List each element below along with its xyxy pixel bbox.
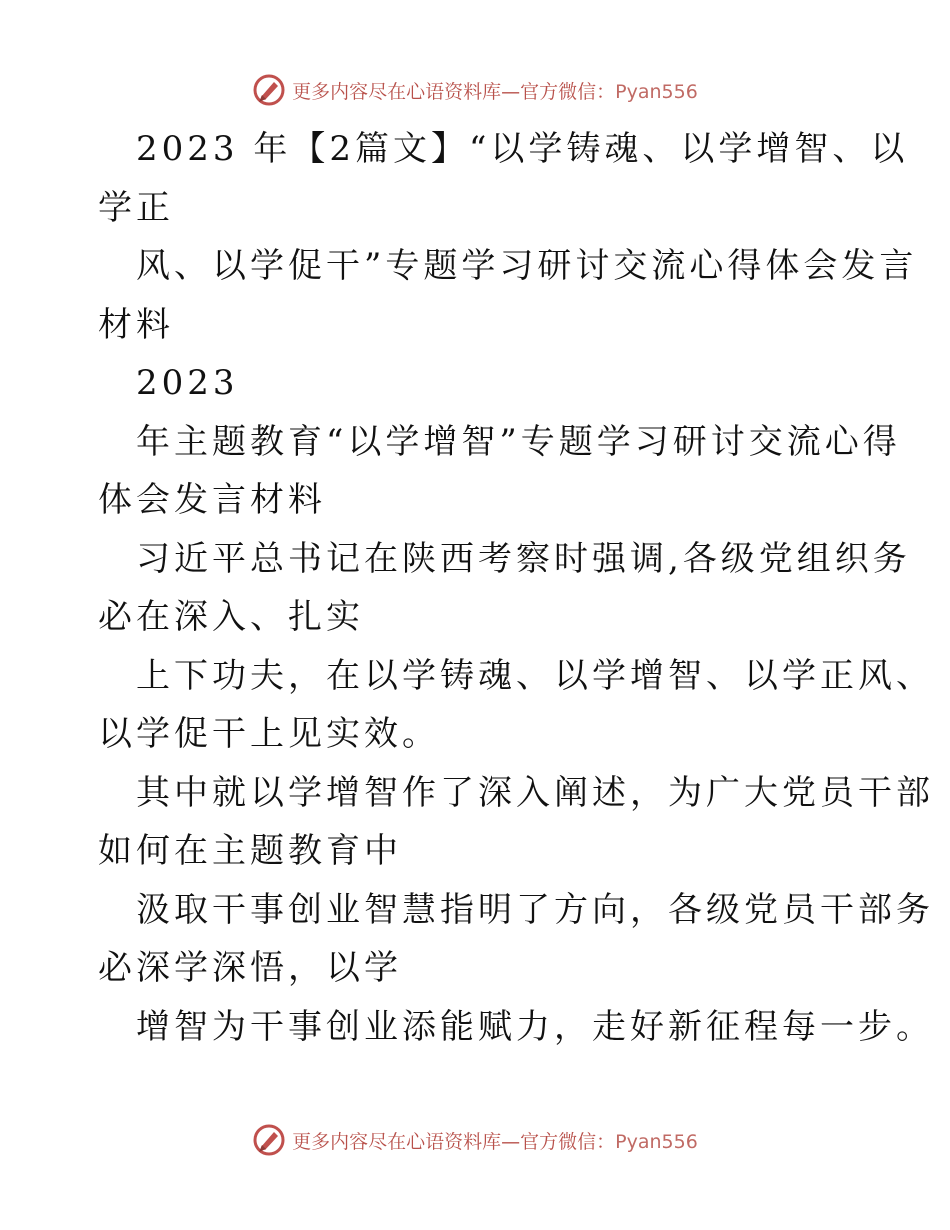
- logo-icon: [252, 73, 286, 107]
- text-line: 习近平总书记在陕西考察时强调,各级党组织务: [136, 538, 911, 579]
- text-line: 2023 年【2篇文】“以学铸魂、以学增智、以: [136, 129, 909, 169]
- watermark-text: 更多内容尽在心语资料库—官方微信：Pyan556: [292, 1130, 698, 1153]
- text-line: 增智为干事创业添能赋力，走好新征程每一步。: [136, 1006, 934, 1047]
- text-line: 风、以学促干”专题学习研讨交流心得体会发言: [136, 246, 918, 286]
- text-line: 必深学深悟，以学: [98, 948, 402, 988]
- text-line: 学正: [98, 187, 174, 228]
- text-line: 汲取干事创业智慧指明了方向，各级党员干部务: [136, 889, 934, 930]
- text-line: 上下功夫，在以学铸魂、以学增智、以学正风、: [136, 655, 934, 696]
- text-line: 材料: [98, 304, 174, 345]
- text-line: 其中就以学增智作了深入阐述，为广大党员干部: [136, 772, 934, 813]
- watermark-text: 更多内容尽在心语资料库—官方微信：Pyan556: [292, 80, 698, 103]
- text-line: 体会发言材料: [98, 480, 326, 520]
- footer-watermark: [0, 1120, 950, 1160]
- header-watermark: [0, 70, 950, 110]
- text-line: 必在深入、扎实: [98, 597, 364, 637]
- text-line: 2023: [136, 363, 239, 403]
- logo-icon: [252, 1123, 286, 1157]
- text-line: 以学促干上见实效。: [98, 714, 440, 754]
- document-body: [98, 120, 934, 1056]
- text-line: 年主题教育“以学增智”专题学习研讨交流心得: [136, 421, 901, 462]
- text-line: 如何在主题教育中: [98, 831, 402, 871]
